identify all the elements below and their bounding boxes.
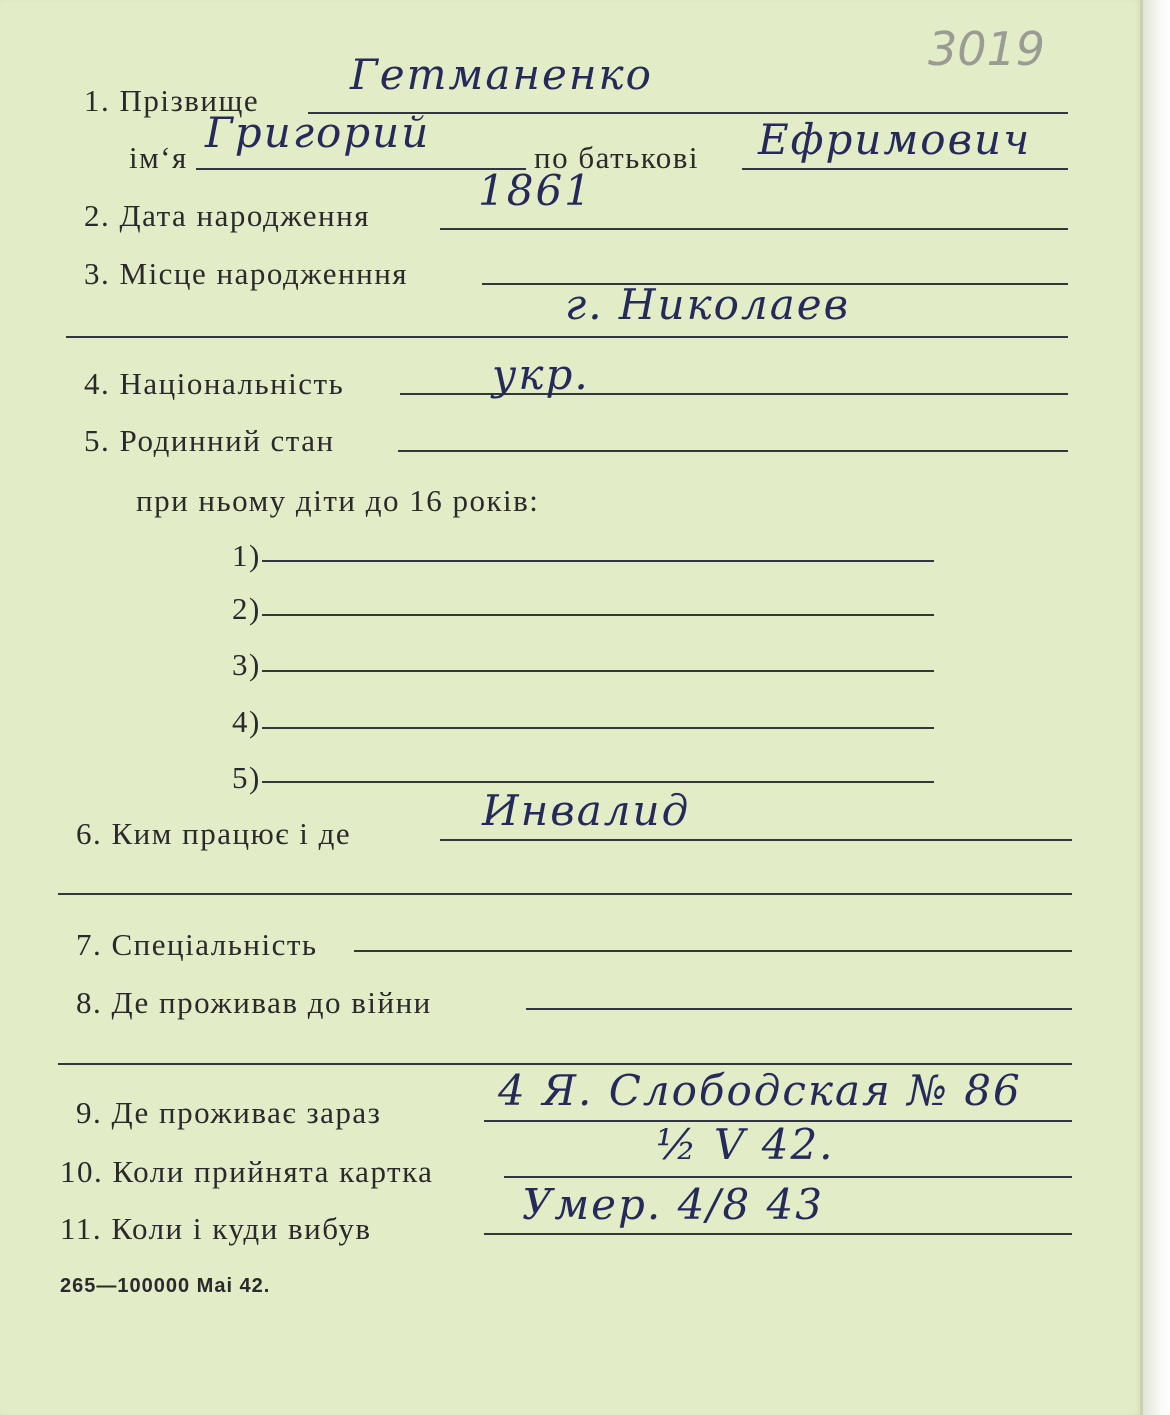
birth-place-line-2 (66, 336, 1068, 338)
patronymic-line (742, 168, 1068, 170)
current-residence-label: 9. Де проживає зараз (76, 1095, 382, 1130)
birth-place-value: г. Николаев (565, 280, 851, 329)
nationality-value: укр. (492, 350, 590, 399)
child-4-label: 4) (232, 704, 261, 739)
current-residence-value: 4 Я. Слободская № 86 (498, 1066, 1022, 1115)
child-3-line (262, 670, 934, 672)
card-accepted-line (504, 1176, 1072, 1178)
patronymic-value: Ефримович (758, 115, 1032, 164)
departure-label: 11. Коли і куди вибув (60, 1211, 372, 1246)
child-4-line (262, 727, 934, 729)
child-5-line (262, 781, 934, 783)
child-2-line (262, 614, 934, 616)
family-status-label: 5. Родинний стан (84, 423, 335, 458)
archive-number: 3019 (928, 22, 1046, 76)
prewar-residence-label: 8. Де проживав до війни (76, 985, 432, 1020)
birth-place-label: 3. Місце народженння (84, 256, 409, 291)
child-1-label: 1) (232, 538, 261, 573)
occupation-line-2 (58, 893, 1072, 895)
prewar-residence-line (526, 1008, 1072, 1010)
card-accepted-label: 10. Коли прийнята картка (60, 1154, 434, 1189)
children-label: при ньому діти до 16 років: (136, 483, 540, 518)
name-line (196, 168, 526, 170)
nationality-label: 4. Національність (84, 366, 345, 401)
birth-date-label: 2. Дата народження (84, 198, 370, 233)
departure-line (484, 1233, 1072, 1235)
print-run-footer: 265—100000 Mai 42. (60, 1275, 271, 1297)
family-status-line (398, 450, 1068, 452)
child-5-label: 5) (232, 760, 261, 795)
surname-label: 1. Прізвище (84, 83, 260, 118)
child-2-label: 2) (232, 591, 261, 626)
name-value: Григорий (205, 108, 431, 157)
surname-value: Гетманенко (350, 50, 653, 99)
name-label: ім‘я (129, 140, 188, 175)
specialty-label: 7. Спеціальність (76, 927, 318, 962)
card-edge-background (1143, 0, 1170, 1415)
card-accepted-value: ½ V 42. (656, 1120, 835, 1169)
prewar-residence-line-2 (58, 1063, 1072, 1065)
birth-date-line (440, 228, 1068, 230)
departure-value: Умер. 4/8 43 (522, 1180, 825, 1229)
occupation-value: Инвалид (482, 786, 691, 835)
child-1-line (262, 560, 934, 562)
occupation-line (440, 839, 1072, 841)
specialty-line (354, 950, 1072, 952)
child-3-label: 3) (232, 647, 261, 682)
birth-date-value: 1861 (478, 166, 593, 215)
occupation-label: 6. Ким працює і де (76, 816, 352, 851)
patronymic-label: по батькові (534, 140, 699, 175)
